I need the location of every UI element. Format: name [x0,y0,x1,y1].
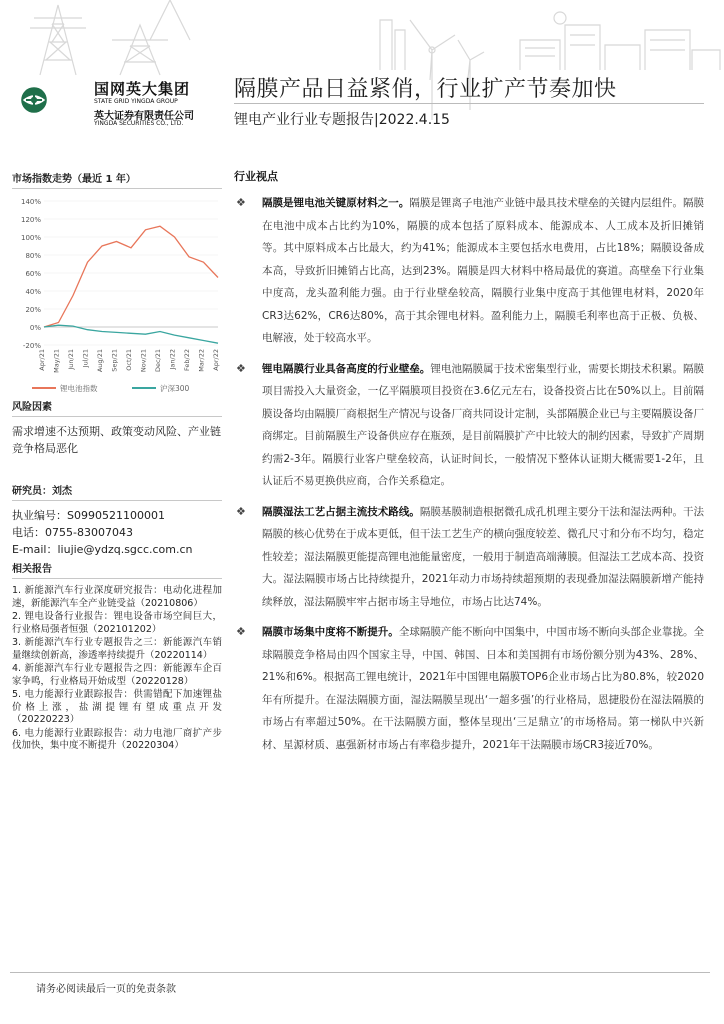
paragraph-lead: 锂电隔膜行业具备高度的行业壁垒。 [262,362,431,375]
y-tick-label: 80% [25,252,41,260]
related-reports-section [12,560,222,754]
x-tick-label: Mar/22 [197,349,206,372]
footer-divider [10,972,710,973]
viewpoint-paragraph [234,358,704,493]
securities-name-en: YINGDA SECURITIES CO., LTD. [94,120,184,127]
diamond-bullet-icon: ❖ [236,361,246,375]
diamond-bullet-icon: ❖ [236,625,246,638]
related-reports-heading: 相关报告 [12,560,222,579]
legend-label: 锂电池指数 [60,384,98,393]
y-tick-label: -20% [22,342,41,350]
x-tick-label: Jun/21 [67,349,75,370]
analyst-phone: 电话：0755-83007043 [12,526,133,539]
paragraph-body: 隔膜基膜制造根据微孔成孔机理主要分干法和湿法两种。干法隔膜的核心优势在于成本更低，但干法工艺生产的横向强度较差、微孔尺寸和分布不均匀，稳定性较差；湿法隔膜更能提高锂电池能量密度，一般用于制造高端薄膜。但湿法工艺成本高、投资大。湿法隔膜市场占比持续提升，2021年动力市场持续超预期的表现叠加湿法隔膜新增产能持续释放，湿法隔膜牢牢占据市场主导地位，市场占比达74%。 [262,505,705,608]
x-tick-label: Apr/22 [212,349,220,371]
paragraph-lead: 隔膜湿法工艺占据主流技术路线。 [262,505,420,518]
risk-text: 需求增速不达预期、政策变动风险、产业链竞争格局恶化 [12,425,221,455]
analyst-license: 执业编号：S0990521100001 [12,509,165,522]
risk-section [12,398,222,457]
related-report-item[interactable]: 4. 新能源汽车行业专题报告之四：新能源车企百家争鸣，行业格局开始成型（20220128） [12,663,222,687]
section-heading: 行业视点 [234,170,278,183]
y-tick-label: 0% [29,324,41,332]
report-title: 隔膜产品日益紧俏，行业扩产节奏加快 [234,77,617,102]
analyst-heading: 研究员：刘杰 [12,482,222,501]
x-tick-label: Oct/21 [125,349,133,371]
related-report-item[interactable]: 1. 新能源汽车行业深度研究报告：电动化进程加速，新能源汽车全产业链受益（20210806） [12,585,222,609]
y-tick-label: 100% [20,234,41,242]
state-grid-logo-icon [18,80,66,120]
y-tick-label: 20% [25,306,41,314]
company-name-en: STATE GRID YINGDA GROUP [94,98,178,105]
viewpoint-paragraph [234,621,704,756]
paragraph-body: 隔膜是锂离子电池产业链中最具技术壁垒的关键内层组件。隔膜在电池中成本占比约为10%，隔膜的成本包括了原料成本、能源成本、人工成本及折旧摊销等。其中原料成本占比最大，约为41%；能源成本主要包括水电费用，占比18%；隔膜设备成本高，导致折旧摊销占比高，达到23%。隔膜是四大材料中格局最优的赛道。高壁垒下行业集中度高，龙头盈利能力强。由于行业壁垒较高，隔膜行业集中度高于其他锂电材料，2020年CR3达62%，CR6达80%，高于其余锂电材料。盈利能力上，隔膜毛利率也高于正极、负极、电解液，处于较高水平。 [262,197,705,344]
diamond-bullet-icon: ❖ [236,196,246,209]
legend-label: 沪深300 [160,384,190,393]
main-content [234,168,704,764]
chart-heading: 市场指数走势（最近 1 年） [12,170,222,189]
header-divider [234,103,704,104]
securities-name-cn: 英大证券有限责任公司 [94,111,194,122]
related-report-item[interactable]: 3. 新能源汽车行业专题报告之三：新能源汽车销量继续创新高，渗透率持续提升（20220114） [12,637,222,661]
related-reports-list [12,585,222,753]
footer-disclaimer: 请务必阅读最后一页的免责条款 [36,984,176,995]
x-tick-label: Feb/22 [183,349,191,371]
x-tick-label: May/21 [52,349,61,373]
related-report-item[interactable]: 5. 电力能源行业跟踪报告：供需错配下加速锂盐价格上涨，盐湖提锂有望成重点开发（20220223） [12,689,222,725]
diamond-bullet-icon: ❖ [236,504,246,518]
viewpoint-paragraph [234,501,704,614]
x-tick-label: Aug/21 [96,349,104,373]
paragraph-body: 全球隔膜产能不断向中国集中，中国市场不断向头部企业靠拢。全球隔膜竞争格局由四个国家主导，中国、韩国、日本和美国拥有市场份额分别为43%、28%、21%和6%。根据高工锂电统计，2021年中国锂电隔膜TOP6企业市场占比为80.8%，较2020年有所提升。在湿法隔膜方面，湿法隔膜呈现出‘一超多强’的行业格局，恩捷股份在湿法隔膜的市场占有率超过50%。在干法隔膜方面，整体呈现出‘三足鼎立’的市场格局。第一梯队中兴新材、星源材质、惠强新材市场占有率稳步提升，2021年干法隔膜市场CR3接近70%。 [262,626,705,751]
y-tick-label: 60% [25,270,41,278]
y-tick-label: 40% [25,288,41,296]
related-report-item[interactable]: 2. 锂电设备行业报告：锂电设备市场空间巨大，行业格局强者恒强（20210120​2） [12,611,222,635]
report-subtitle: 锂电产业行业专题报告|2022.4.15 [234,112,450,128]
company-name-cn: 国网英大集团 [94,80,191,98]
series-line [44,325,218,343]
market-index-chart [12,195,222,405]
paragraph-body: 锂电池隔膜属于技术密集型行业，需要长期技术积累。隔膜项目需投入大量资金，一亿平隔膜项目投资在3.6亿元左右，设备投资占比在50%以上。目前隔膜设备均由隔膜厂商根据生产情况与设备厂商共同设计定制，头部隔膜企业已与主要隔膜设备厂商绑定。目前隔膜生产设备供应存在瓶颈，是目前隔膜扩产中比较大的制约因素，导致扩产周期约需2-3年。隔膜行业客户壁垒较高，认证时间长，一般情况下整体认证期大概需要1-2年，且认证后不易更换供应商，合作关系稳定。 [262,362,704,487]
x-tick-label: Nov/21 [139,349,148,373]
viewpoint-paragraph [234,192,704,350]
paragraph-lead: 隔膜市场集中度将不断提升。 [262,626,399,638]
x-tick-label: Dec/21 [154,349,162,373]
x-tick-label: Apr/21 [38,349,46,371]
x-tick-label: Jul/21 [81,349,90,368]
analyst-email[interactable]: E-mail：liujie@ydzq.sgcc.com.cn [12,543,193,556]
risk-heading: 风险因素 [12,398,222,417]
x-tick-label: Sep/21 [110,349,119,372]
paragraph-lead: 隔膜是锂电池关键原材料之一。 [262,197,410,209]
y-tick-label: 120% [20,216,41,224]
sidebar [12,170,222,405]
company-logo [14,78,224,138]
series-line [44,226,218,327]
analyst-section [12,482,222,558]
y-tick-label: 140% [20,198,41,206]
related-report-item[interactable]: 6. 电力能源行业跟踪报告：动力电池厂商扩产步伐加快，集中度不断提升（20220304） [12,727,222,751]
x-tick-label: Jan/22 [168,349,177,370]
header-banner [0,0,724,150]
